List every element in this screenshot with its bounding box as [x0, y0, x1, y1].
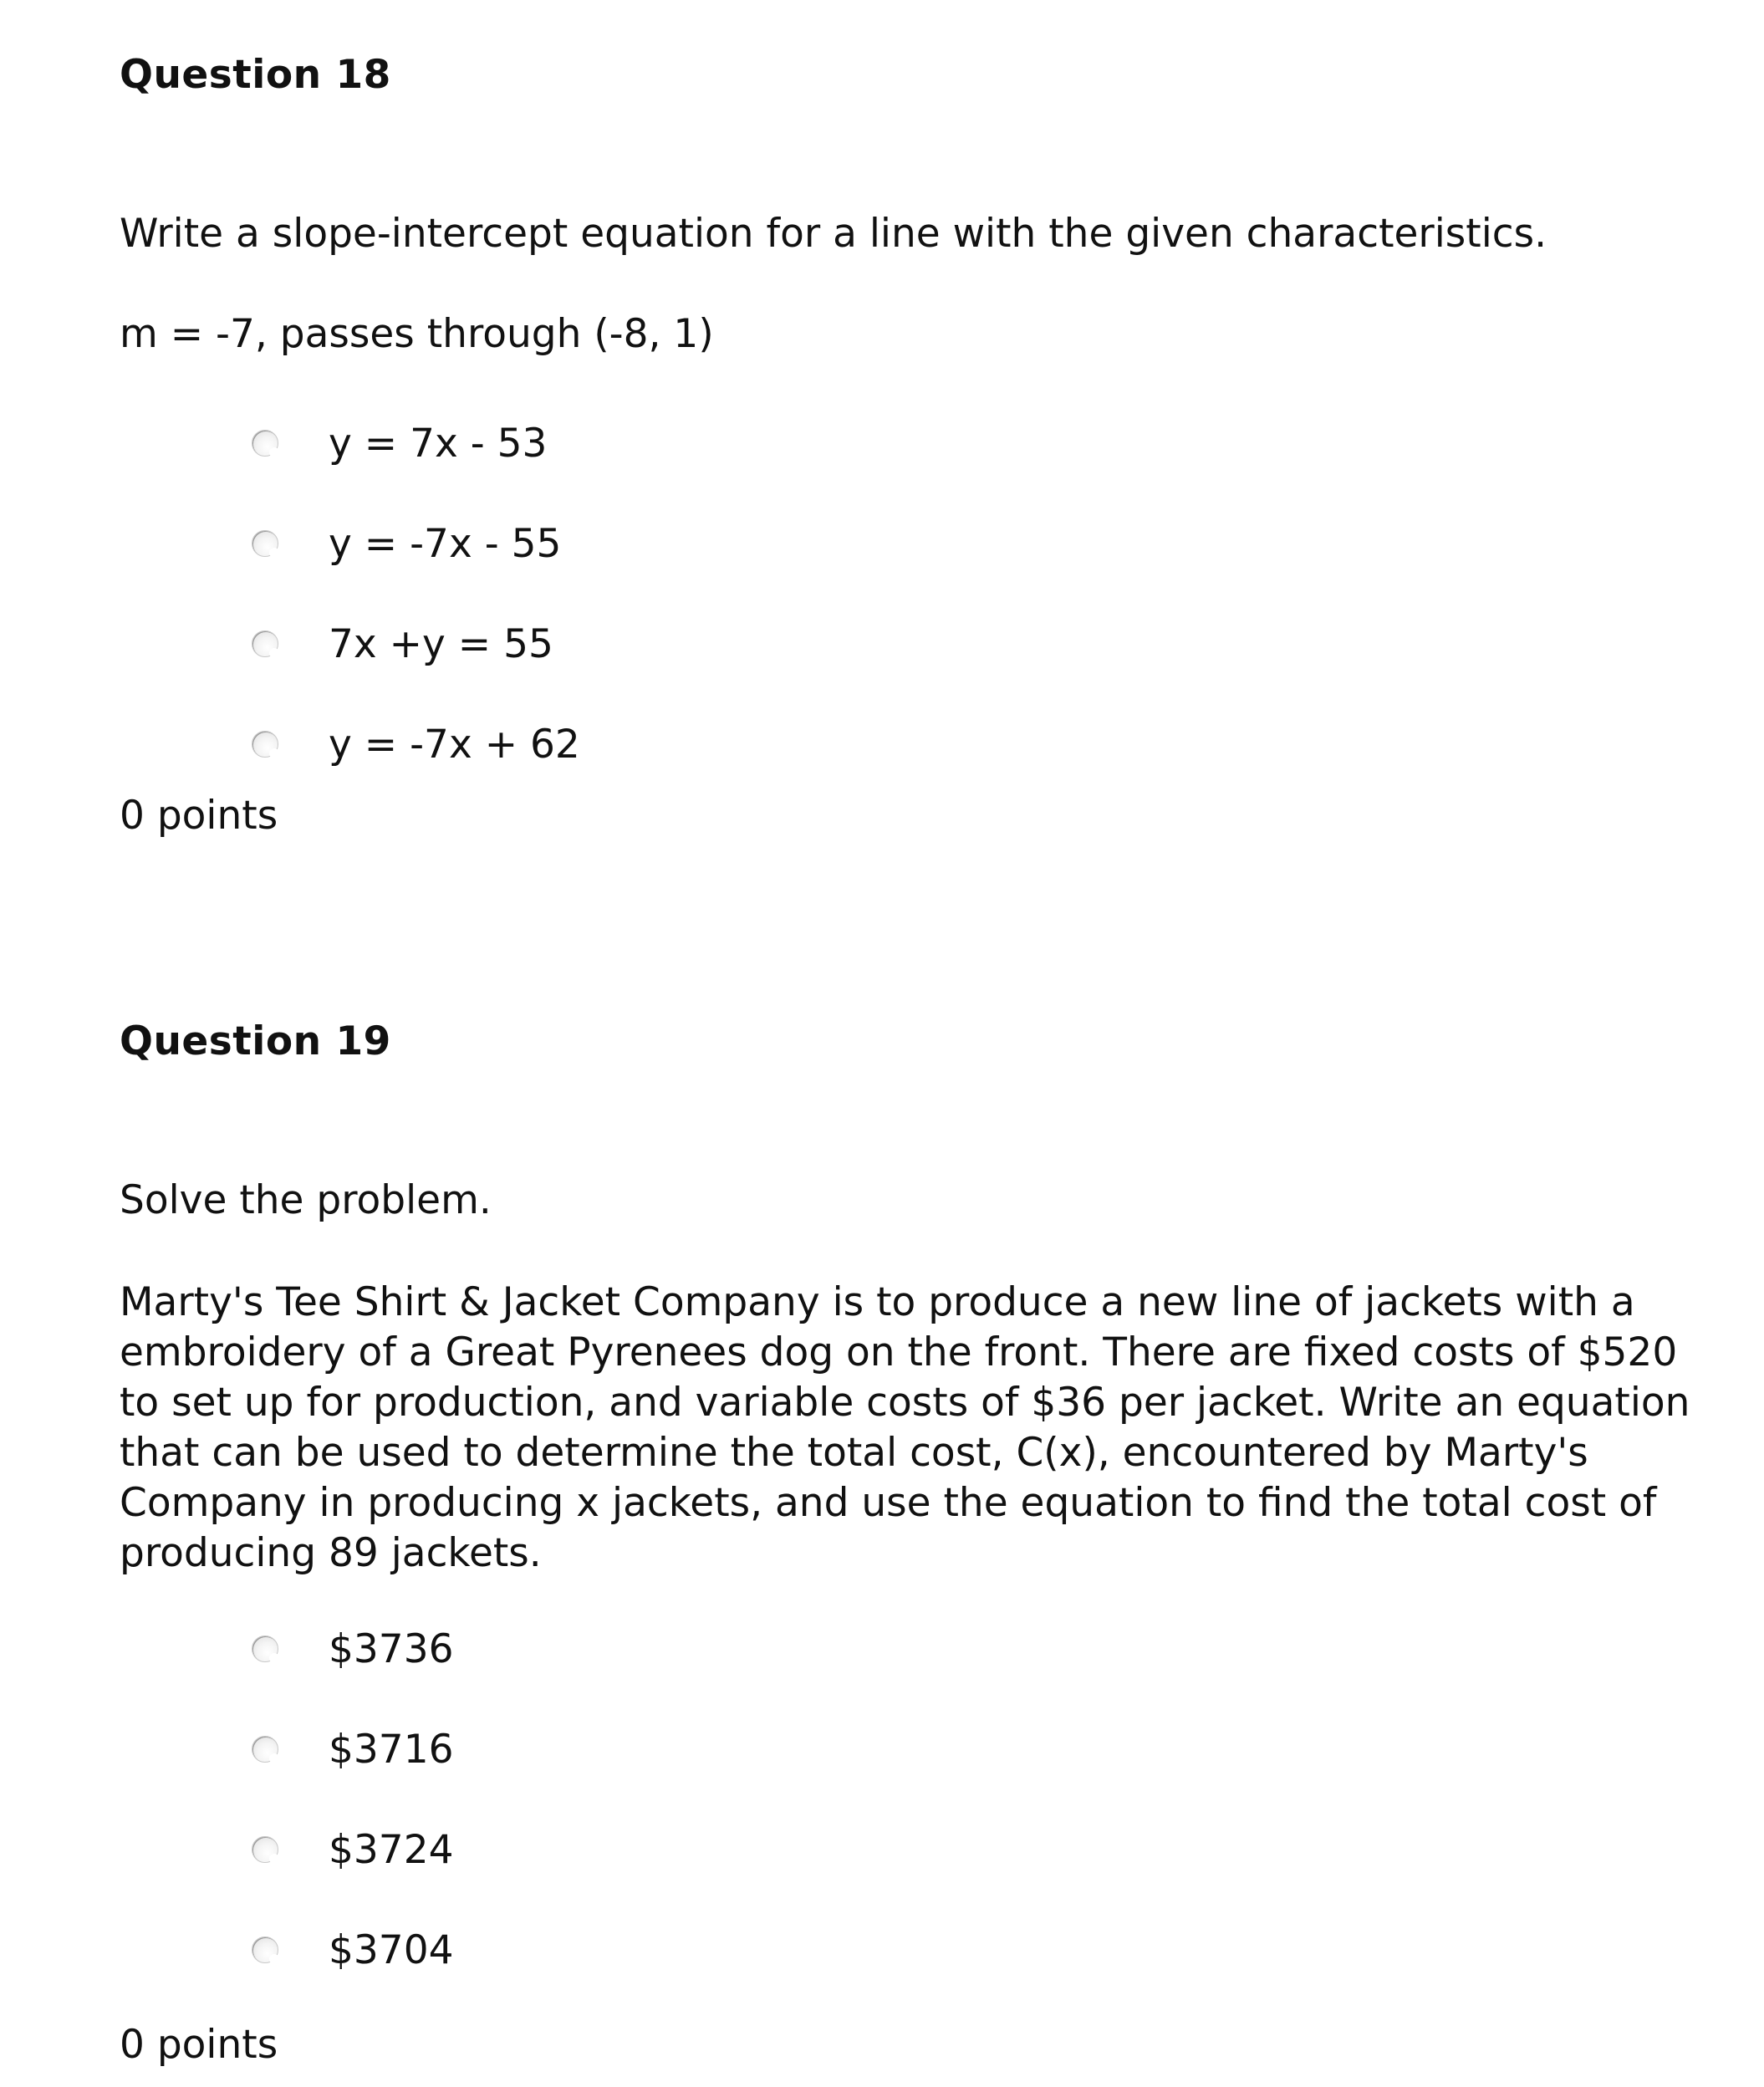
answer-option — [252, 694, 580, 794]
answer-option-choice[interactable] — [252, 1925, 454, 1975]
answer-option-label: y = -7x + 62 — [329, 721, 580, 768]
radio-button[interactable] — [252, 630, 278, 657]
answer-option-label: $3716 — [329, 1726, 454, 1773]
answer-option-choice[interactable] — [252, 518, 561, 569]
question-prompt: m = -7, passes through (-8, 1) — [120, 311, 714, 357]
answer-option — [252, 1900, 454, 2000]
answer-option-label: y = 7x - 53 — [329, 420, 548, 467]
answer-option-choice[interactable] — [252, 719, 580, 769]
radio-button[interactable] — [252, 1836, 278, 1863]
answer-option — [252, 1699, 454, 1799]
answer-option-choice[interactable] — [252, 619, 553, 669]
question-instruction: Write a slope-intercept equation for a line with the given characteristics. — [120, 211, 1547, 257]
radio-button[interactable] — [252, 731, 278, 758]
answer-option — [252, 1599, 454, 1699]
answer-options — [252, 393, 580, 794]
answer-option — [252, 594, 580, 694]
answer-option-choice[interactable] — [252, 1824, 454, 1875]
radio-button[interactable] — [252, 1936, 278, 1963]
answer-option — [252, 493, 580, 594]
answer-option-label: $3736 — [329, 1625, 454, 1672]
answer-option — [252, 393, 580, 493]
question-points: 0 points — [120, 793, 278, 839]
question-points: 0 points — [120, 2022, 278, 2068]
answer-option-label: 7x +y = 55 — [329, 620, 553, 667]
answer-option-choice[interactable] — [252, 418, 547, 468]
answer-option-label: y = -7x - 55 — [329, 520, 562, 567]
question-instruction: Solve the problem. — [120, 1177, 492, 1223]
answer-option-choice[interactable] — [252, 1724, 454, 1774]
radio-button[interactable] — [252, 430, 278, 457]
radio-button[interactable] — [252, 1635, 278, 1662]
question-title: Question 18 — [120, 52, 391, 98]
answer-option-choice[interactable] — [252, 1624, 454, 1674]
radio-button[interactable] — [252, 530, 278, 557]
answer-option-label: $3724 — [329, 1826, 454, 1873]
question-title: Question 19 — [120, 1018, 391, 1064]
answer-options — [252, 1599, 454, 2000]
answer-option-label: $3704 — [329, 1926, 454, 1973]
radio-button[interactable] — [252, 1736, 278, 1763]
answer-option — [252, 1799, 454, 1900]
question-prompt: Marty's Tee Shirt & Jacket Company is to produce a new line of jackets with a embroidery of a Great Pyrenees dog on the front. There are fixed costs of $520 to set up for production, and variable costs of $36 per jacket. Write an equation that can be used to determine the total cost, C(x), encountered by Marty's Company in producing x jackets, and use the equation to find the total cost of producing 89 jackets. — [120, 1279, 1690, 1576]
